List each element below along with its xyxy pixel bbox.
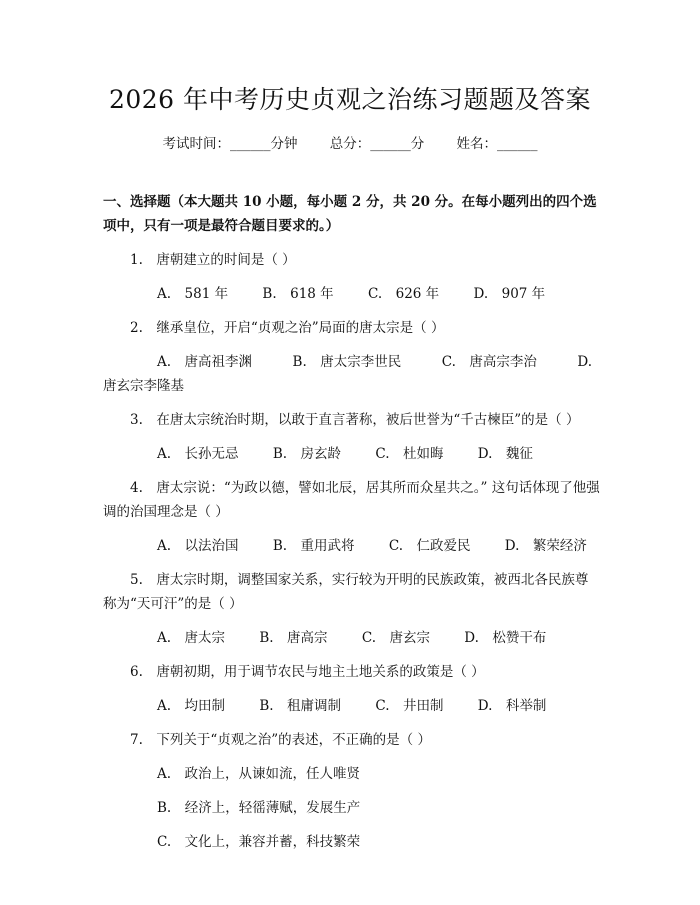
question-3-options (103, 442, 600, 466)
option-a: A. 唐太宗 (157, 630, 226, 646)
option-a: A. 均田制 (157, 698, 226, 714)
option-b: B. 经济上，轻徭薄赋，发展生产 (157, 800, 361, 816)
question-3: 3. 在唐太宗统治时期，以敢于直言著称，被后世誉为“千古楝臣”的是（ ） (130, 412, 580, 428)
option-c: C. 唐玄宗 (361, 630, 430, 646)
option-c: C. 杜如晦 (375, 446, 444, 462)
question-2-options: A. 唐高祖李渊 B. 唐太宗李世民 C. 唐高宗李治 D. 唐玄宗李隆基 (103, 354, 606, 394)
question-1: 1. 唐朝建立的时间是（ ） (130, 252, 296, 268)
option-b: B. 唐高宗 (259, 630, 328, 646)
exam-info (0, 132, 700, 152)
option-a: A. 581 年 (157, 286, 229, 302)
question-6-options (103, 694, 600, 718)
exam-time: 考试时间：______分钟 (162, 136, 298, 152)
option-d: D. 松赞干布 (464, 630, 547, 646)
question-1-options (103, 282, 600, 306)
question-6: 6. 唐朝初期，用于调节农民与地主土地关系的政策是（ ） (130, 664, 485, 680)
option-c: C. 626 年 (367, 286, 440, 302)
option-c: C. 井田制 (375, 698, 444, 714)
question-4: 4. 唐太宗说：“为政以德，譬如北辰，居其所而众星共之。” 这句话体现了他强调的治国理念是（ ） (103, 480, 600, 520)
option-a: A. 政治上，从谏如流，任人唯贤 (157, 766, 361, 782)
option-b: B. 重用武将 (272, 538, 355, 554)
option-d: D. 繁荣经济 (504, 538, 587, 554)
exam-score: 总分：______分 (329, 136, 425, 152)
option-b: B. 房玄龄 (272, 446, 342, 462)
option-b: B. 618 年 (262, 286, 334, 302)
option-d: D. 科举制 (477, 698, 547, 714)
question-7: 7. 下列关于“贞观之治”的表述，不正确的是（ ） (130, 732, 431, 748)
option-d: D. 907 年 (473, 286, 546, 302)
question-list (103, 190, 606, 854)
page-title: 2026 年中考历史贞观之治练习题题及答案 (108, 85, 592, 114)
question-2: 2. 继承皇位，开启“贞观之治”局面的唐太宗是（ ） (130, 320, 445, 336)
section-heading: 一、选择题（本大题共 10 小题，每小题 2 分，共 20 分。在每小题列出的四个选项中，只有一项是最符合题目要求的。） (103, 194, 597, 234)
option-c: C. 文化上，兼容并蓄，科技繁荣 (157, 834, 361, 850)
option-a: A. 以法治国 (157, 538, 239, 554)
option-c: C. 仁政爱民 (388, 538, 471, 554)
option-d: D. 魏征 (477, 446, 533, 462)
option-b: B. 租庸调制 (259, 698, 342, 714)
exam-name: 姓名：______ (456, 136, 538, 152)
option-a: A. 长孙无忌 (157, 446, 239, 462)
question-5: 5. 唐太宗时期，调整国家关系，实行较为开明的民族政策，被西北各民族尊称为“天可汗”的是（ ） (103, 572, 589, 612)
question-5-options (103, 626, 600, 650)
question-4-options (103, 534, 600, 558)
